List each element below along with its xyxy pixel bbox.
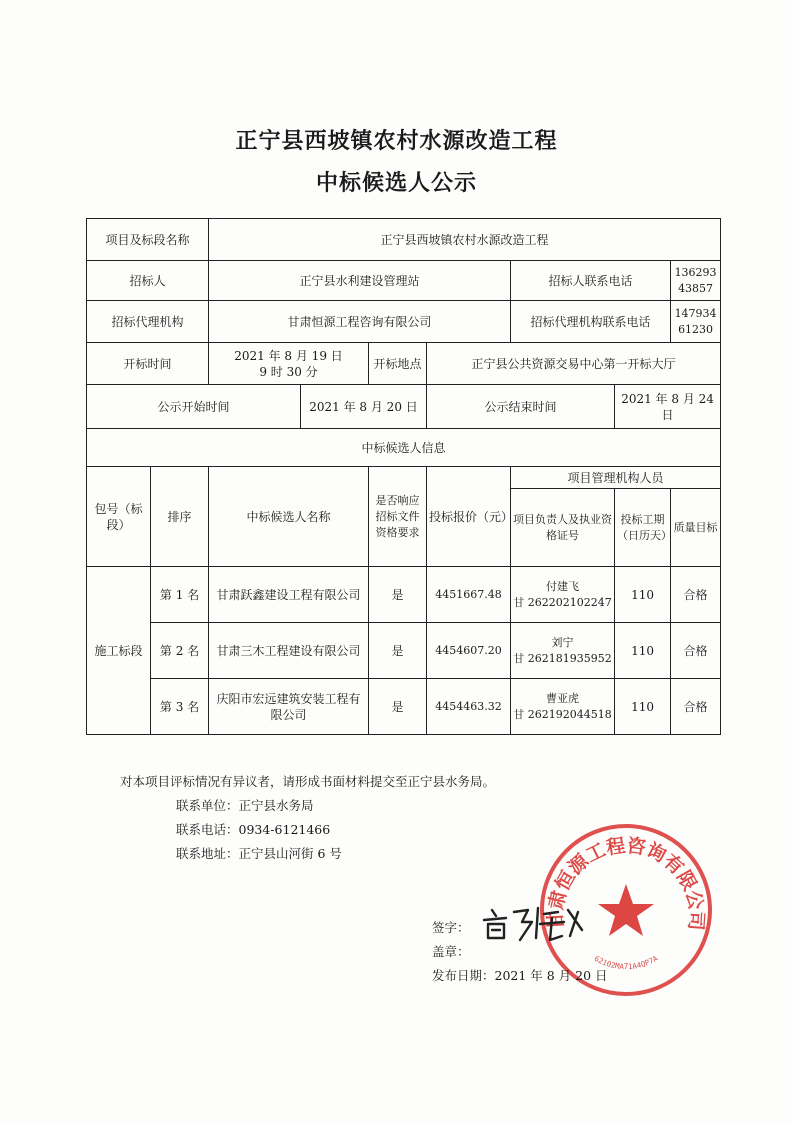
- candidate-name: 甘肃三木工程建设有限公司: [209, 623, 369, 679]
- header-package: 包号（标段）: [87, 467, 151, 567]
- pub-start-label: 公示开始时间: [87, 385, 301, 429]
- project-value: 正宁县西坡镇农村水源改造工程: [209, 219, 721, 261]
- open-time-value: [209, 343, 369, 385]
- candidate-period: 110: [615, 679, 671, 735]
- candidate-period: 110: [615, 567, 671, 623]
- open-time-label: 开标时间: [87, 343, 209, 385]
- seal-code: 62102MA71A4QP7A: [592, 953, 660, 972]
- candidate-rank: 第 1 名: [151, 567, 209, 623]
- tenderer-label: 招标人: [87, 261, 209, 301]
- candidate-pm: [511, 623, 615, 679]
- header-qualified: 是否响应招标文件资格要求: [369, 467, 427, 567]
- bid-candidate-table: [86, 218, 721, 735]
- pub-end-label: 公示结束时间: [427, 385, 615, 429]
- sign-label: 签字：: [432, 920, 470, 935]
- table-row: [87, 679, 721, 735]
- agency-phone-label: 招标代理机构联系电话: [511, 301, 671, 343]
- pub-start-value: 2021 年 8 月 20 日: [301, 385, 427, 429]
- contact-address: 联系地址：正宁县山河街 6 号: [176, 846, 342, 861]
- agency-phone-value: 14793461230: [671, 301, 721, 343]
- agency-label: 招标代理机构: [87, 301, 209, 343]
- seal-text: 甘肃恒源工程咨询有限公司: [544, 834, 708, 932]
- open-row: [87, 343, 721, 385]
- candidate-price: 4454607.20: [427, 623, 511, 679]
- header-pm-person: 项目负责人及执业资格证号: [511, 489, 615, 567]
- candidate-quality: 合格: [671, 679, 721, 735]
- header-rank: 排序: [151, 467, 209, 567]
- table-row: [87, 623, 721, 679]
- header-pm-group: 项目管理机构人员: [511, 467, 721, 489]
- pm-cert: 甘 262202102247: [513, 595, 612, 609]
- section-title-row: [87, 429, 721, 467]
- candidate-pm: [511, 679, 615, 735]
- candidate-name: 庆阳市宏远建筑安装工程有限公司: [209, 679, 369, 735]
- candidate-period: 110: [615, 623, 671, 679]
- candidate-pm: [511, 567, 615, 623]
- pm-name: 付建飞: [546, 579, 580, 593]
- tenderer-phone-value: 13629343857: [671, 261, 721, 301]
- contact-unit: 联系单位：正宁县水务局: [176, 798, 314, 813]
- pm-name: 刘宁: [551, 635, 574, 649]
- table-row: [87, 567, 721, 623]
- pm-name: 曹亚虎: [546, 691, 580, 705]
- pm-cert: 甘 262181935952: [513, 651, 612, 665]
- handwritten-signature-icon: [478, 900, 588, 944]
- open-date: 2021 年 8 月 19 日: [234, 348, 343, 363]
- candidate-rank: 第 3 名: [151, 679, 209, 735]
- candidate-name: 甘肃跃鑫建设工程有限公司: [209, 567, 369, 623]
- candidate-qualified: 是: [369, 623, 427, 679]
- tenderer-value: 正宁县水利建设管理站: [209, 261, 511, 301]
- open-hour: 9 时 30 分: [259, 364, 318, 379]
- tenderer-row: [87, 261, 721, 301]
- header-period: 投标工期（日历天）: [615, 489, 671, 567]
- candidates-section-title: 中标候选人信息: [87, 429, 721, 467]
- candidate-price: 4454463.32: [427, 679, 511, 735]
- candidate-quality: 合格: [671, 567, 721, 623]
- publicity-row: [87, 385, 721, 429]
- seal-label: 盖章：: [432, 944, 470, 959]
- agency-value: 甘肃恒源工程咨询有限公司: [209, 301, 511, 343]
- open-place-label: 开标地点: [369, 343, 427, 385]
- header-name: 中标候选人名称: [209, 467, 369, 567]
- candidate-price: 4451667.48: [427, 567, 511, 623]
- document-subtitle: 中标候选人公示: [315, 170, 477, 196]
- candidate-qualified: 是: [369, 567, 427, 623]
- contact-phone: 联系电话：0934-6121466: [176, 822, 331, 837]
- header-quality: 质量目标: [671, 489, 721, 567]
- project-label: 项目及标段名称: [87, 219, 209, 261]
- tenderer-phone-label: 招标人联系电话: [511, 261, 671, 301]
- header-price: 投标报价（元）: [427, 467, 511, 567]
- document-title: 正宁县西坡镇农村水源改造工程: [235, 128, 558, 154]
- candidate-qualified: 是: [369, 679, 427, 735]
- package-value: 施工标段: [87, 567, 151, 735]
- project-row: [87, 219, 721, 261]
- agency-row: [87, 301, 721, 343]
- publish-date: 发布日期：2021 年 8 月 20 日: [432, 968, 608, 983]
- candidate-quality: 合格: [671, 623, 721, 679]
- candidate-rank: 第 2 名: [151, 623, 209, 679]
- pm-cert: 甘 262192044518: [513, 707, 612, 721]
- pub-end-value: 2021 年 8 月 24 日: [615, 385, 721, 429]
- open-place-value: 正宁县公共资源交易中心第一开标大厅: [427, 343, 721, 385]
- objection-notice: 对本项目评标情况有异议者，请形成书面材料提交至正宁县水务局。: [120, 774, 496, 789]
- header-row-1: [87, 467, 721, 489]
